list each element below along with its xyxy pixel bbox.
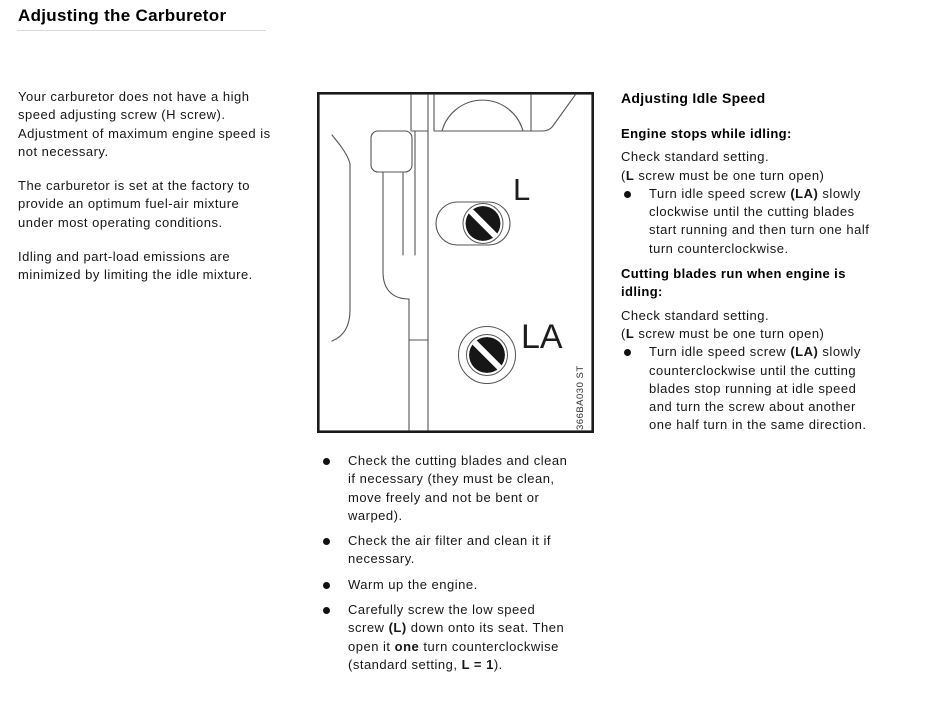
bullet-icon xyxy=(323,582,330,589)
bullet-icon xyxy=(624,191,631,198)
bullet-text: Check the cutting blades and clean if necessary (they must be clean, move freely and not be bent or warped). xyxy=(348,453,568,523)
idle-section xyxy=(621,125,923,258)
bullet-icon xyxy=(624,349,631,356)
section-body: Check standard setting. (L screw must be one turn open) xyxy=(621,149,825,183)
paragraph: Your carburetor does not have a high speed adjusting screw (H screw). Adjustment of maximum engine speed is not necessary. xyxy=(18,89,271,159)
paragraph: The carburetor is set at the factory to provide an optimum fuel-air mixture under most operating conditions. xyxy=(18,178,250,230)
idle-sections xyxy=(621,125,923,435)
bullet-item xyxy=(320,576,618,594)
idle-speed-screw xyxy=(459,327,516,384)
bullet-item xyxy=(320,452,618,525)
bullet-item xyxy=(621,343,923,434)
figure-border xyxy=(318,93,592,431)
subhead: Engine stops while idling: xyxy=(621,126,792,141)
idle-speed-screw-label: LA xyxy=(521,318,563,356)
title-rule xyxy=(17,30,266,31)
idle-section xyxy=(621,265,923,435)
carburetor-diagram xyxy=(317,92,594,433)
paragraph: Idling and part-load emissions are minimized by limiting the idle mixture. xyxy=(18,249,253,283)
bullet-item xyxy=(320,532,618,569)
bullet-item xyxy=(621,185,923,258)
intro-column xyxy=(18,88,306,301)
bullet-text: Turn idle speed screw (LA) slowly clockwise until the cutting blades start running and then turn one half turn counterclockwise. xyxy=(649,185,870,256)
bullet-icon xyxy=(323,538,330,545)
section-body: Check standard setting. (L screw must be one turn open) xyxy=(621,307,825,341)
section-heading: Adjusting Idle Speed xyxy=(621,90,766,106)
page-title: Adjusting the Carburetor xyxy=(18,6,227,25)
bullet-icon xyxy=(323,607,330,614)
bullet-text: Carefully screw the low speed screw (L) down onto its seat. Then open it one turn counterclockwise (standard setting, L = 1). xyxy=(348,602,565,672)
carburetor-figure xyxy=(317,92,594,433)
bullet-text: Turn idle speed screw (LA) slowly counterclockwise until the cutting blades stop running at idle speed and turn the screw about another one half turn in the same direction. xyxy=(649,344,867,433)
figure-caption: 366BA030 ST xyxy=(575,365,586,430)
low-speed-screw-label: L xyxy=(513,172,531,207)
bullet-text: Warm up the engine. xyxy=(348,576,478,592)
bullet-icon xyxy=(323,458,330,465)
low-speed-screw xyxy=(436,202,510,245)
procedure-list xyxy=(320,452,618,681)
idle-speed-column xyxy=(621,88,923,442)
bullet-text: Check the air filter and clean it if necessary. xyxy=(348,533,551,567)
subhead: Cutting blades run when engine is idling: xyxy=(621,266,846,300)
bullet-item xyxy=(320,601,618,674)
